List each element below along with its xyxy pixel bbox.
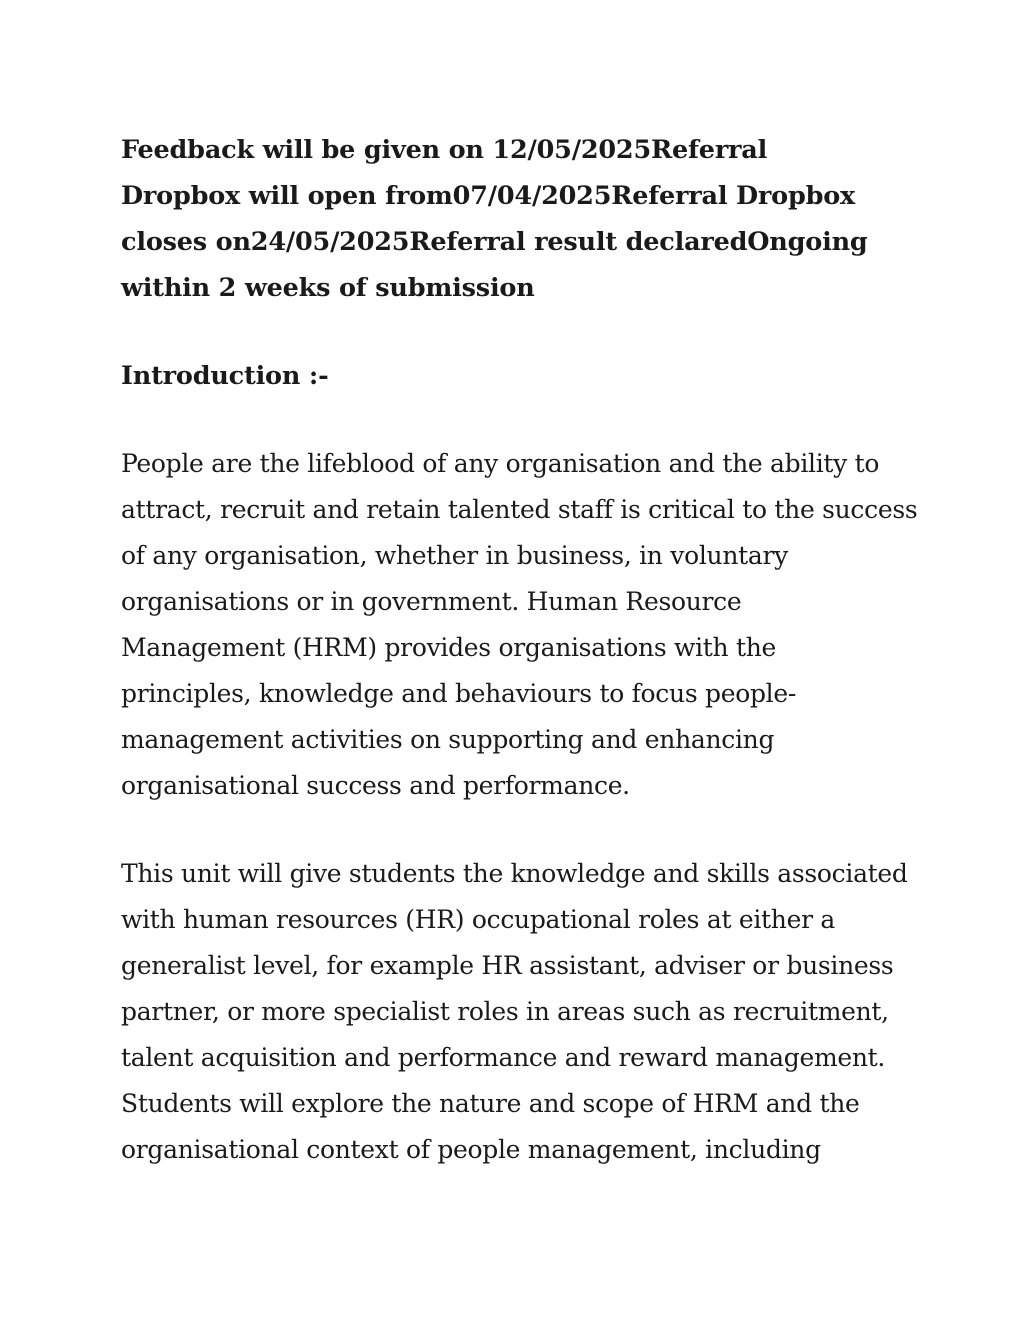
- notice-line: within 2 weeks of submission: [121, 273, 535, 303]
- paragraph-line: talent acquisition and performance and reward management.: [121, 1043, 886, 1072]
- notice-line: closes on24/05/2025Referral result declaredOngoing: [121, 227, 868, 257]
- paragraph-intro: [121, 441, 918, 809]
- paragraph-line: with human resources (HR) occupational roles at either a: [121, 905, 835, 934]
- paragraph-line: organisational success and performance.: [121, 771, 630, 800]
- paragraph-line: organisations or in government. Human Resource: [121, 587, 742, 616]
- document-page: [121, 127, 918, 1173]
- referral-notice: [121, 127, 911, 311]
- paragraph-line: partner, or more specialist roles in areas such as recruitment,: [121, 997, 889, 1026]
- paragraph-line: attract, recruit and retain talented staff is critical to the success: [121, 495, 918, 524]
- section-heading: Introduction :-: [121, 361, 329, 391]
- notice-line: Feedback will be given on 12/05/2025Referral: [121, 135, 768, 165]
- paragraph-line: This unit will give students the knowledge and skills associated: [121, 859, 908, 888]
- spacer: [121, 809, 911, 851]
- paragraph-line: Management (HRM) provides organisations with the: [121, 633, 777, 662]
- paragraph-line: of any organisation, whether in business, in voluntary: [121, 541, 788, 570]
- notice-line: Dropbox will open from07/04/2025Referral Dropbox: [121, 181, 856, 211]
- paragraph-line: management activities on supporting and enhancing: [121, 725, 775, 754]
- spacer: [121, 399, 911, 441]
- paragraph-line: People are the lifeblood of any organisation and the ability to: [121, 449, 880, 478]
- paragraph-line: organisational context of people management, including: [121, 1135, 821, 1164]
- paragraph-unit: [121, 851, 911, 1173]
- spacer: [121, 311, 911, 353]
- paragraph-line: Students will explore the nature and scope of HRM and the: [121, 1089, 860, 1118]
- paragraph-line: principles, knowledge and behaviours to focus people-: [121, 679, 796, 708]
- paragraph-line: generalist level, for example HR assistant, adviser or business: [121, 951, 894, 980]
